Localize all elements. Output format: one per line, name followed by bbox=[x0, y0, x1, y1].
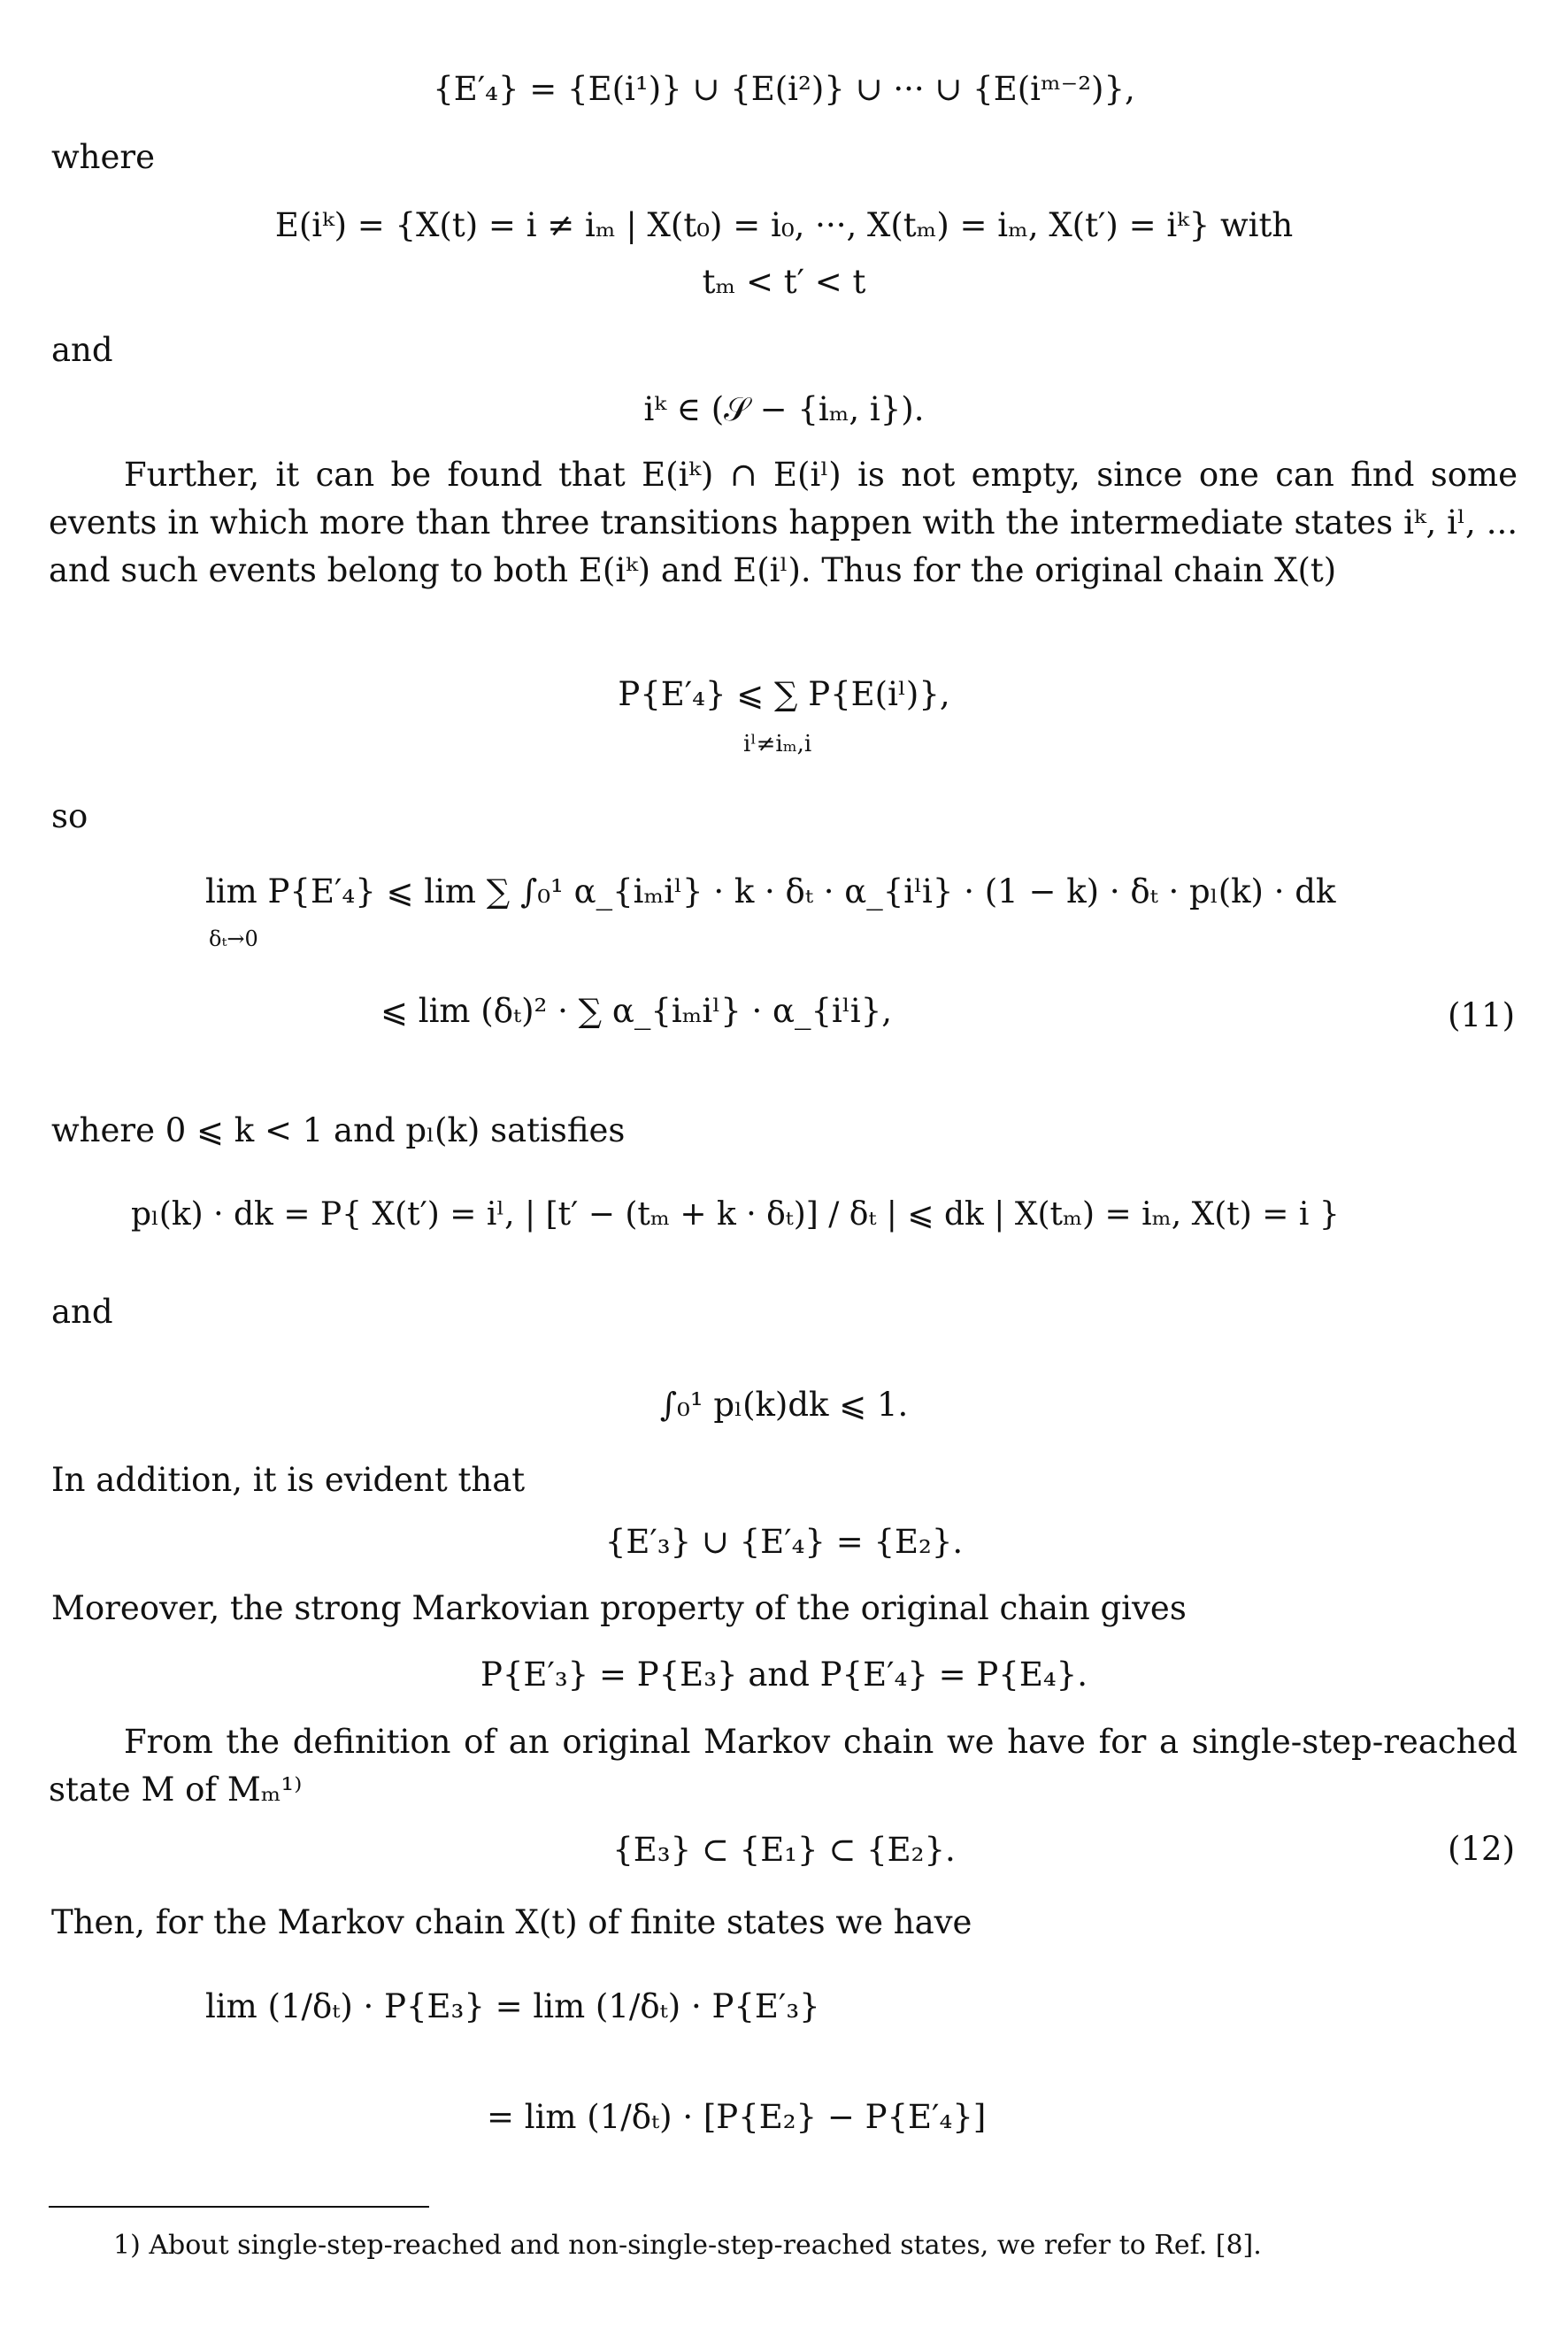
equation-pe4-subscript: iˡ≠iₘ,i bbox=[743, 731, 812, 757]
equation-subset: {E₃} ⊂ {E₁} ⊂ {E₂}. bbox=[612, 1831, 956, 1869]
paragraph-from-definition: From the definition of an original Markov chain we have for a single-step-reached state M of Mₘ¹⁾ bbox=[49, 1723, 1518, 1809]
text-where-k: where 0 ⩽ k < 1 and pₗ(k) satisfies bbox=[51, 1111, 626, 1149]
equation-lim-4: = lim (1/δₜ) · [P{E₂} − P{E′₄}] bbox=[487, 2098, 987, 2136]
equation-number-11: (11) bbox=[1448, 996, 1515, 1034]
equation-e-ik-condition: tₘ < t′ < t bbox=[702, 263, 866, 301]
equation-e-ik: E(iᵏ) = {X(t) = i ≠ iₘ | X(t₀) = i₀, ···, X(tₘ) = iₘ, X(t′) = iᵏ} with bbox=[274, 206, 1294, 244]
text-in-addition: In addition, it is evident that bbox=[51, 1461, 526, 1499]
text-and-2: and bbox=[51, 1293, 113, 1331]
text-so: so bbox=[51, 797, 88, 835]
equation-probabilities: P{E′₃} = P{E₃} and P{E′₄} = P{E₄}. bbox=[480, 1656, 1088, 1694]
footnote-rule bbox=[49, 2206, 429, 2208]
equation-pe4-sum: P{E′₄} ⩽ ∑ P{E(iˡ)}, bbox=[618, 675, 950, 713]
equation-lim-3: lim (1/δₜ) · P{E₃} = lim (1/δₜ) · P{E′₃} bbox=[205, 1987, 820, 2025]
text-and: and bbox=[51, 331, 113, 369]
equation-pl: pₗ(k) · dk = P{ X(t′) = iˡ, | [t′ − (tₘ + k · δₜ)] / δₜ | ⩽ dk | X(tₘ) = iₘ, X(t) = i } bbox=[131, 1196, 1340, 1233]
paragraph-further: Further, it can be found that E(iᵏ) ∩ E(iˡ) is not empty, since one can find some events in which more than three transitions happen with the intermediate states iᵏ, iˡ, ... and such events belong to both E(iᵏ) and E(iˡ). Thus for the original chain X(t) bbox=[49, 456, 1518, 589]
equation-lim-2: ⩽ lim (δₜ)² · ∑ α_{iₘiˡ} · α_{iˡi}, bbox=[380, 992, 892, 1030]
equation-lim-1: lim P{E′₄} ⩽ lim ∑ ∫₀¹ α_{iₘiˡ} · k · δₜ · α_{iˡi} · (1 − k) · δₜ · pₗ(k) · dk bbox=[205, 872, 1336, 910]
text-then: Then, for the Markov chain X(t) of finite states we have bbox=[51, 1903, 972, 1941]
equation-e4-union: {E′₄} = {E(i¹)} ∪ {E(i²)} ∪ ··· ∪ {E(iᵐ⁻²)}, bbox=[433, 70, 1135, 108]
text-moreover: Moreover, the strong Markovian property of the original chain gives bbox=[51, 1589, 1187, 1627]
equation-integral: ∫₀¹ pₗ(k)dk ⩽ 1. bbox=[659, 1386, 909, 1424]
text-where: where bbox=[51, 138, 155, 176]
equation-union-e3-e4: {E′₃} ∪ {E′₄} = {E₂}. bbox=[604, 1523, 964, 1561]
equation-ik-set: iᵏ ∈ (𝒮 − {iₘ, i}). bbox=[643, 390, 925, 428]
equation-number-12: (12) bbox=[1448, 1830, 1515, 1868]
equation-lim-1-subscript: δₜ→0 bbox=[209, 926, 258, 951]
footnote: 1) About single-step-reached and non-single-step-reached states, we refer to Ref. [8]. bbox=[113, 2230, 1262, 2261]
